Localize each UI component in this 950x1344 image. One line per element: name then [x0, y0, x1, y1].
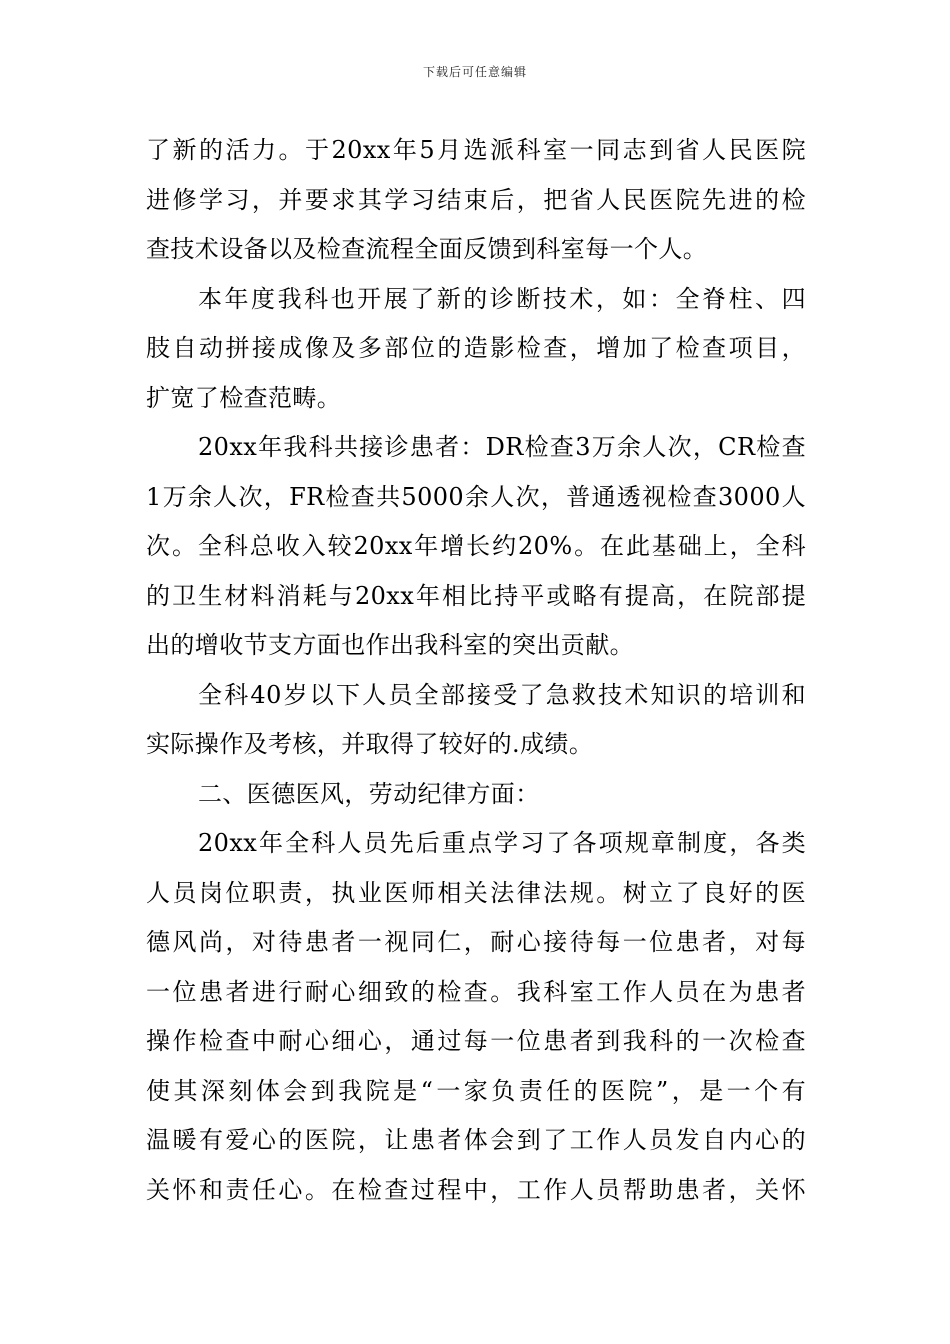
text-line: 次。全科总收入较20xx年增长约20%。在此基础上，全科 [146, 532, 806, 560]
text-line: 1万余人次，FR检查共5000余人次，普通透视检查3000人 [146, 482, 806, 511]
text-line: 了新的活力。于20xx年5月选派科室一同志到省人民医院 [146, 136, 806, 164]
text-line: 扩宽了检查范畴。 [146, 383, 342, 412]
text-line: 20xx年我科共接诊患者：DR检查3万余人次，CR检查 [198, 433, 806, 461]
text-line: 使其深刻体会到我院是“一家负责任的医院”，是一个有 [146, 1076, 806, 1105]
text-line: 温暖有爱心的医院，让患者体会到了工作人员发自内心的 [146, 1126, 806, 1154]
text-line: 德风尚，对待患者一视同仁，耐心接待每一位患者，对每 [146, 928, 806, 956]
text-line: 操作检查中耐心细心，通过每一位患者到我科的一次检查 [146, 1027, 806, 1055]
text-line: 人员岗位职责，执业医师相关法律法规。树立了良好的医 [146, 878, 806, 907]
text-line: 一位患者进行耐心细致的检查。我科室工作人员在为患者 [146, 977, 806, 1006]
text-line: 关怀和责任心。在检查过程中，工作人员帮助患者，关怀 [146, 1175, 806, 1204]
text-line: 出的增收节支方面也作出我科室的突出贡献。 [146, 631, 634, 659]
text-line: 肢自动拼接成像及多部位的造影检查，增加了检查项目， [146, 334, 806, 362]
page-header: 下载后可任意编辑 [422, 65, 527, 79]
text-line: 实际操作及考核，并取得了较好的.成绩。 [146, 730, 594, 758]
section-heading: 二、医德医风，劳动纪律方面： [198, 779, 540, 808]
text-line: 查技术设备以及检查流程全面反馈到科室每一个人。 [146, 235, 708, 263]
text-line: 的卫生材料消耗与20xx年相比持平或略有提高，在院部提 [146, 581, 806, 610]
text-line: 全科40岁以下人员全部接受了急救技术知识的培训和 [198, 680, 806, 709]
document-body [146, 126, 806, 1215]
text-line: 20xx年全科人员先后重点学习了各项规章制度，各类 [198, 829, 806, 857]
text-line: 本年度我科也开展了新的诊断技术，如：全脊柱、四 [198, 284, 806, 313]
text-line: 进修学习，并要求其学习结束后，把省人民医院先进的检 [146, 185, 806, 214]
